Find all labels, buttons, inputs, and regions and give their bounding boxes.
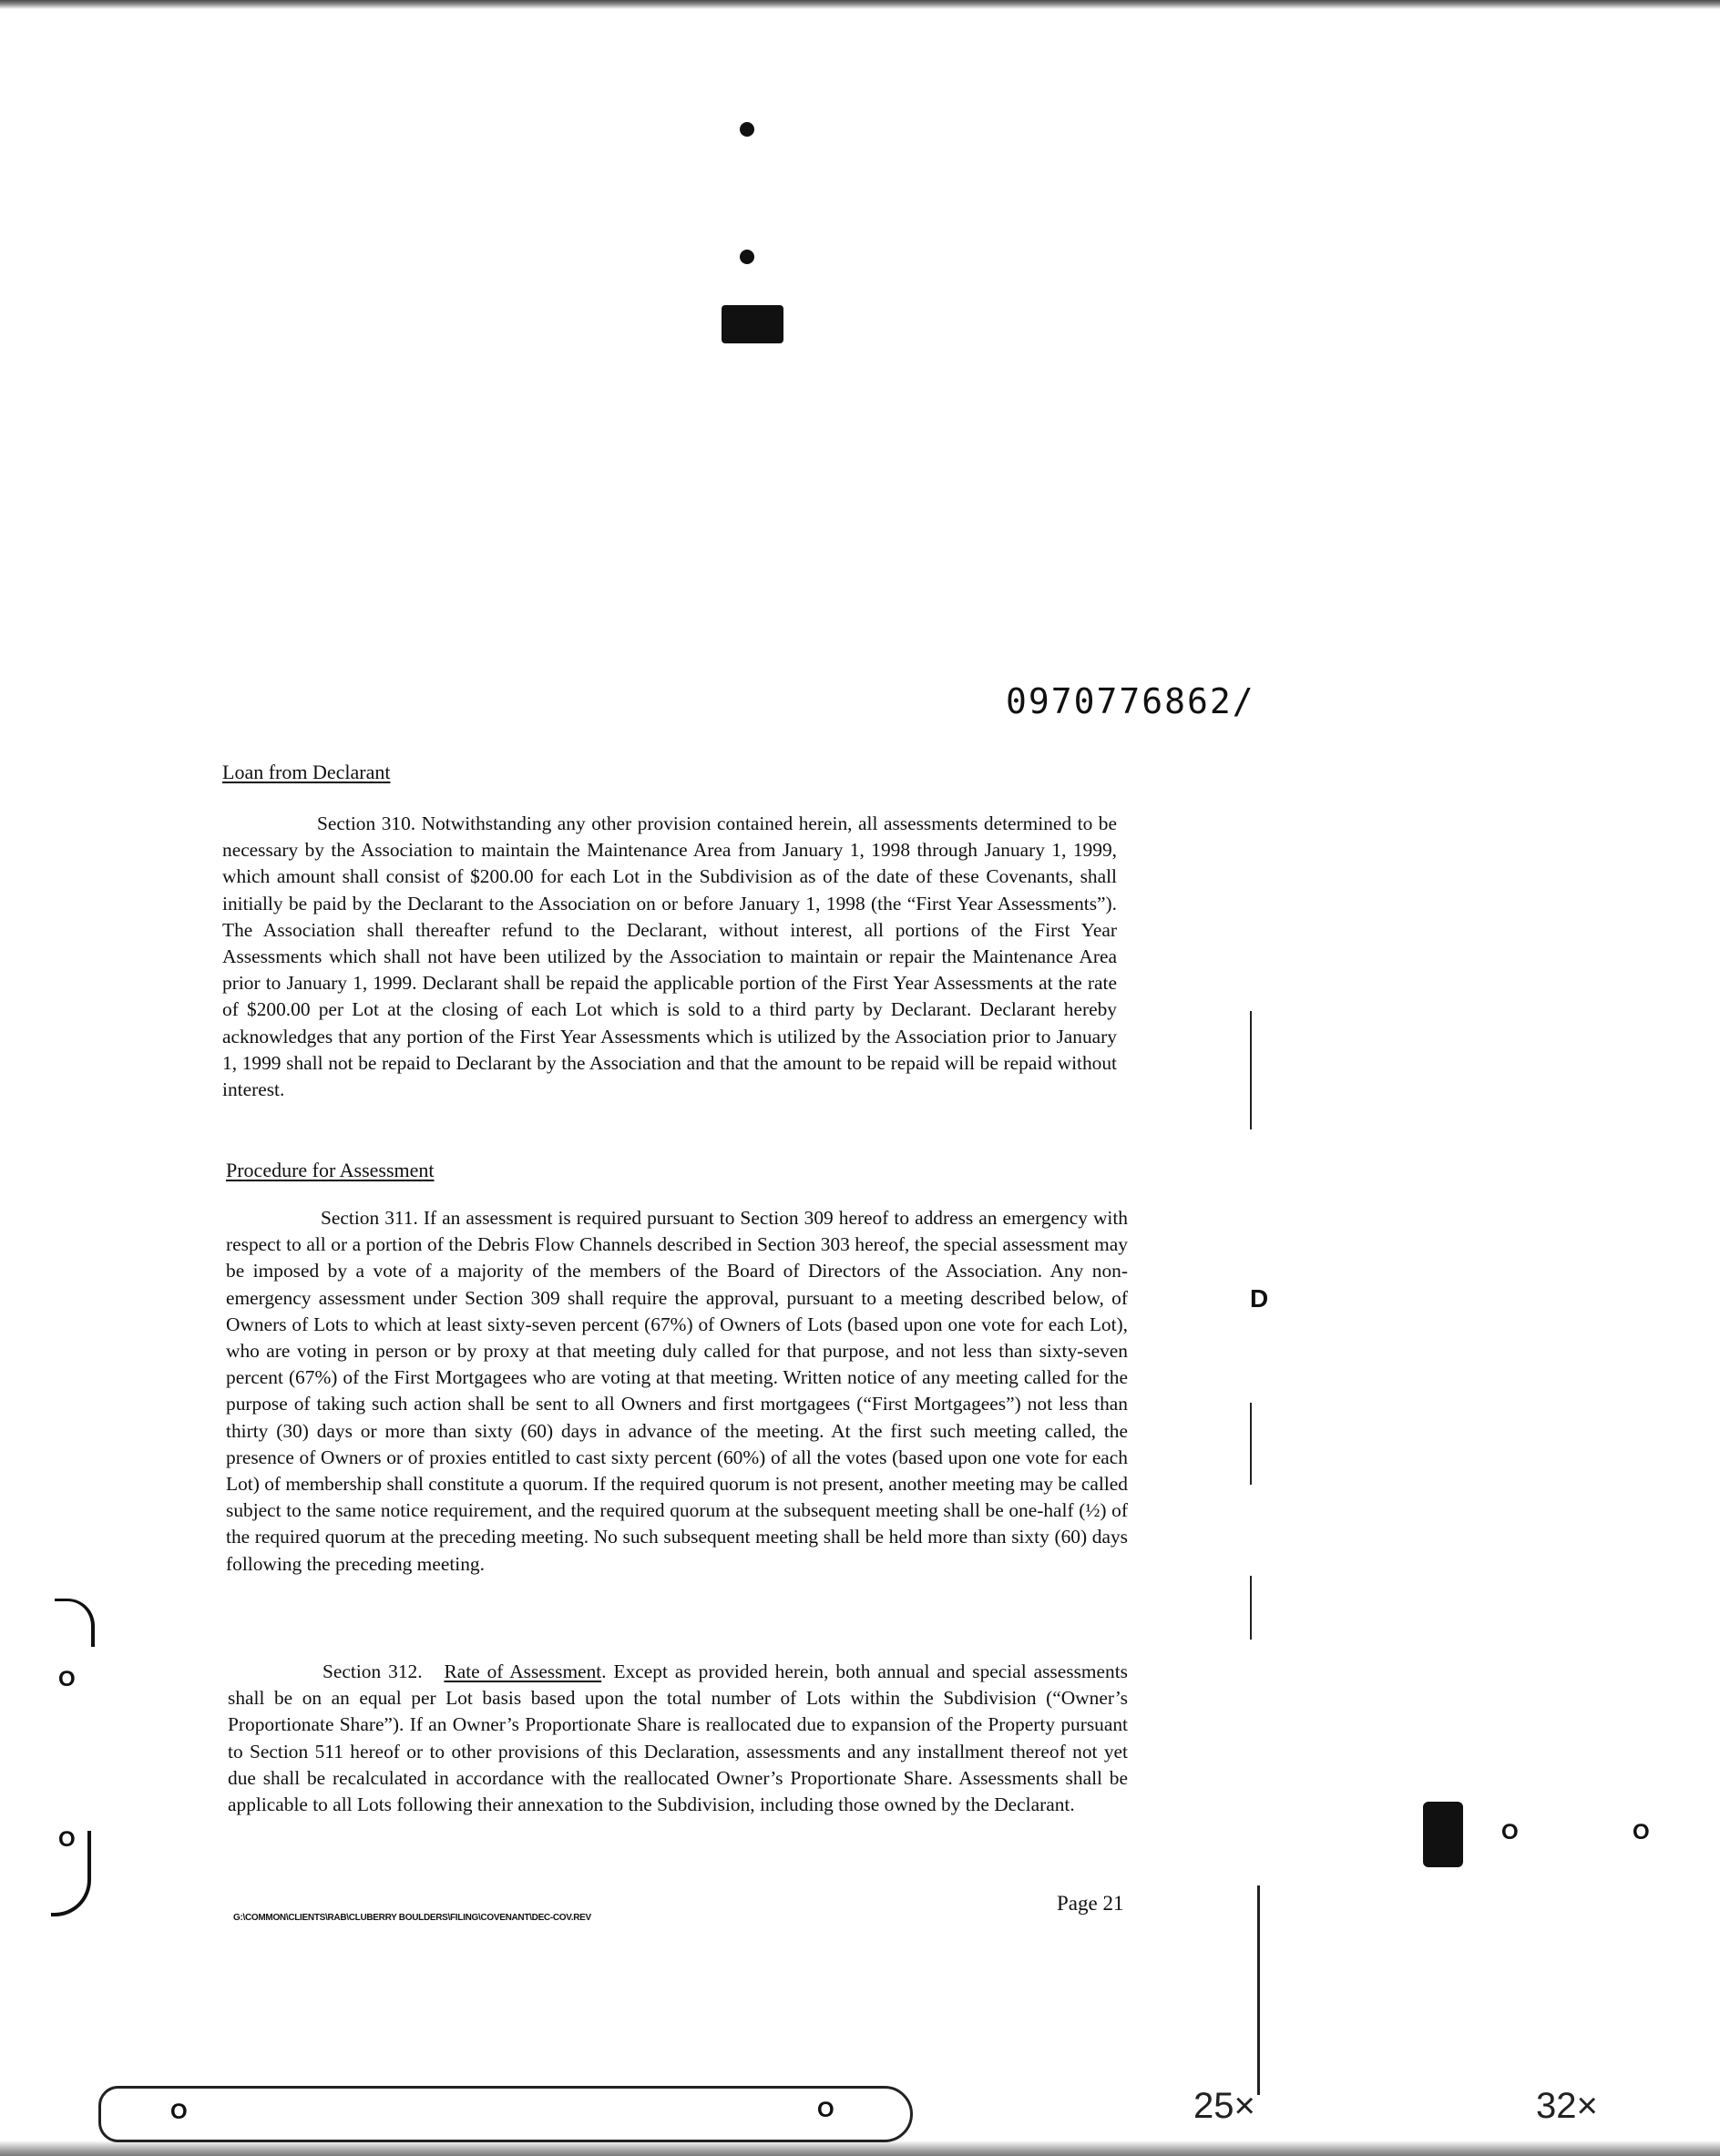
binder-tab-mark xyxy=(1423,1802,1463,1867)
redaction-block xyxy=(722,305,783,343)
binder-hole-mark: O xyxy=(1633,1820,1650,1844)
binder-hole-mark: O xyxy=(817,2098,834,2122)
section-312-paragraph xyxy=(228,1659,1128,1818)
scan-bracket-mark xyxy=(55,1599,95,1647)
section-312-text: . Except as provided herein, both annual and special assessments shall be on an equal per Lot basis based upon the total number of Lots within the Subdivision (“Owner’s Proportionate Share”). If an Owner’s Proportionate Share is reallocated due to expansion of the Property pursuant to Section 511 hereof or to other provisions of this Declaration, assessments and any installment thereof not yet due shall be recalculated in accordance with the reallocated Owner’s Proportionate Share. Assessments shall be applicable to all Lots following their annexation to the Subdivision, including those owned by the Declarant. xyxy=(228,1660,1128,1816)
binder-hole-mark: O xyxy=(58,1827,76,1852)
section-310-paragraph xyxy=(222,811,1117,1103)
file-path-footer: G:\COMMON\CLIENTS\RAB\CLUBERRY BOULDERS\FILING\COVENANT\DEC-COV.REV xyxy=(233,1913,591,1923)
section-312-title: Rate of Assessment xyxy=(444,1660,602,1682)
scan-bottom-edge xyxy=(0,2141,1720,2156)
scan-count-mark: 32× xyxy=(1536,2086,1598,2126)
binder-hole-mark: O xyxy=(1501,1820,1519,1844)
heading-loan-from-declarant: Loan from Declarant xyxy=(222,761,391,783)
binder-hole-mark: O xyxy=(58,1667,76,1691)
binder-hole-mark: O xyxy=(170,2100,188,2124)
section-311-paragraph xyxy=(226,1205,1128,1578)
scan-count-mark: 25× xyxy=(1193,2086,1255,2126)
heading-procedure-for-assessment: Procedure for Assessment xyxy=(226,1159,435,1181)
scan-dot xyxy=(740,122,754,137)
margin-bar xyxy=(1250,1576,1252,1640)
margin-bar xyxy=(1250,1403,1252,1485)
document-number: 0970776862/ xyxy=(1006,681,1255,721)
margin-letter-mark: D xyxy=(1250,1284,1269,1313)
scan-top-edge xyxy=(0,0,1720,9)
scan-dot xyxy=(740,250,754,264)
section-312-number: Section 312. xyxy=(322,1660,423,1682)
margin-bar xyxy=(1250,1011,1252,1129)
section-311-text: Section 311. If an assessment is required pursuant to Section 309 hereof to address an emergency with respect to all or a portion of the Debris Flow Channels described in Section 303 hereof, the special assessment may be imposed by a vote of a majority of the members of the Board of Directors of the Association. Any non-emergency assessment under Section 309 shall require the approval, pursuant to a meeting described below, of Owners of Lots to which at least sixty-seven percent (67%) of Owners of Lots (based upon one vote for each Lot), who are voting in person or by proxy at that meeting duly called for that purpose, and not less than sixty-seven percent (67%) of the First Mortgagees who are voting at that meeting. Written notice of any meeting called for the purpose of taking such action shall be sent to all Owners and first mortgagees (“First Mortgagees”) not less than thirty (30) days or more than sixty (60) days in advance of the meeting. At the first such meeting called, the presence of Owners or of proxies entitled to cast sixty percent (60%) of all the votes (based upon one vote for each Lot) of membership shall constitute a quorum. If the required quorum is not present, another meeting may be called subject to the same notice requirement, and the required quorum at the subsequent meeting shall be one-half (½) of the required quorum at the preceding meeting. No such subsequent meeting shall be held more than sixty (60) days following the preceding meeting. xyxy=(226,1207,1128,1575)
scan-bracket-mark xyxy=(51,1831,91,1916)
section-310-text: Section 310. Notwithstanding any other provision contained herein, all assessments determined to be necessary by the Association to maintain the Maintenance Area from January 1, 1998 through January 1, 1999, which amount shall consist of $200.00 for each Lot in the Subdivision as of the date of these Covenants, shall initially be paid by the Declarant to the Association on or before January 1, 1998 (the “First Year Assessments”). The Association shall thereafter refund to the Declarant, without interest, all portions of the First Year Assessments which shall not have been utilized by the Association to maintain or repair the Maintenance Area prior to January 1, 1999. Declarant shall be repaid the applicable portion of the First Year Assessments at the rate of $200.00 per Lot at the closing of each Lot which is sold to a third party by Declarant. Declarant hereby acknowledges that any portion of the First Year Assessments which is utilized by the Association prior to January 1, 1999 shall not be repaid to Declarant by the Association and that the amount to be repaid will be repaid without interest. xyxy=(222,812,1117,1101)
page-number: Page 21 xyxy=(1057,1892,1124,1915)
scan-bottom-tab xyxy=(98,2086,913,2142)
scan-vertical-line xyxy=(1257,1885,1260,2095)
